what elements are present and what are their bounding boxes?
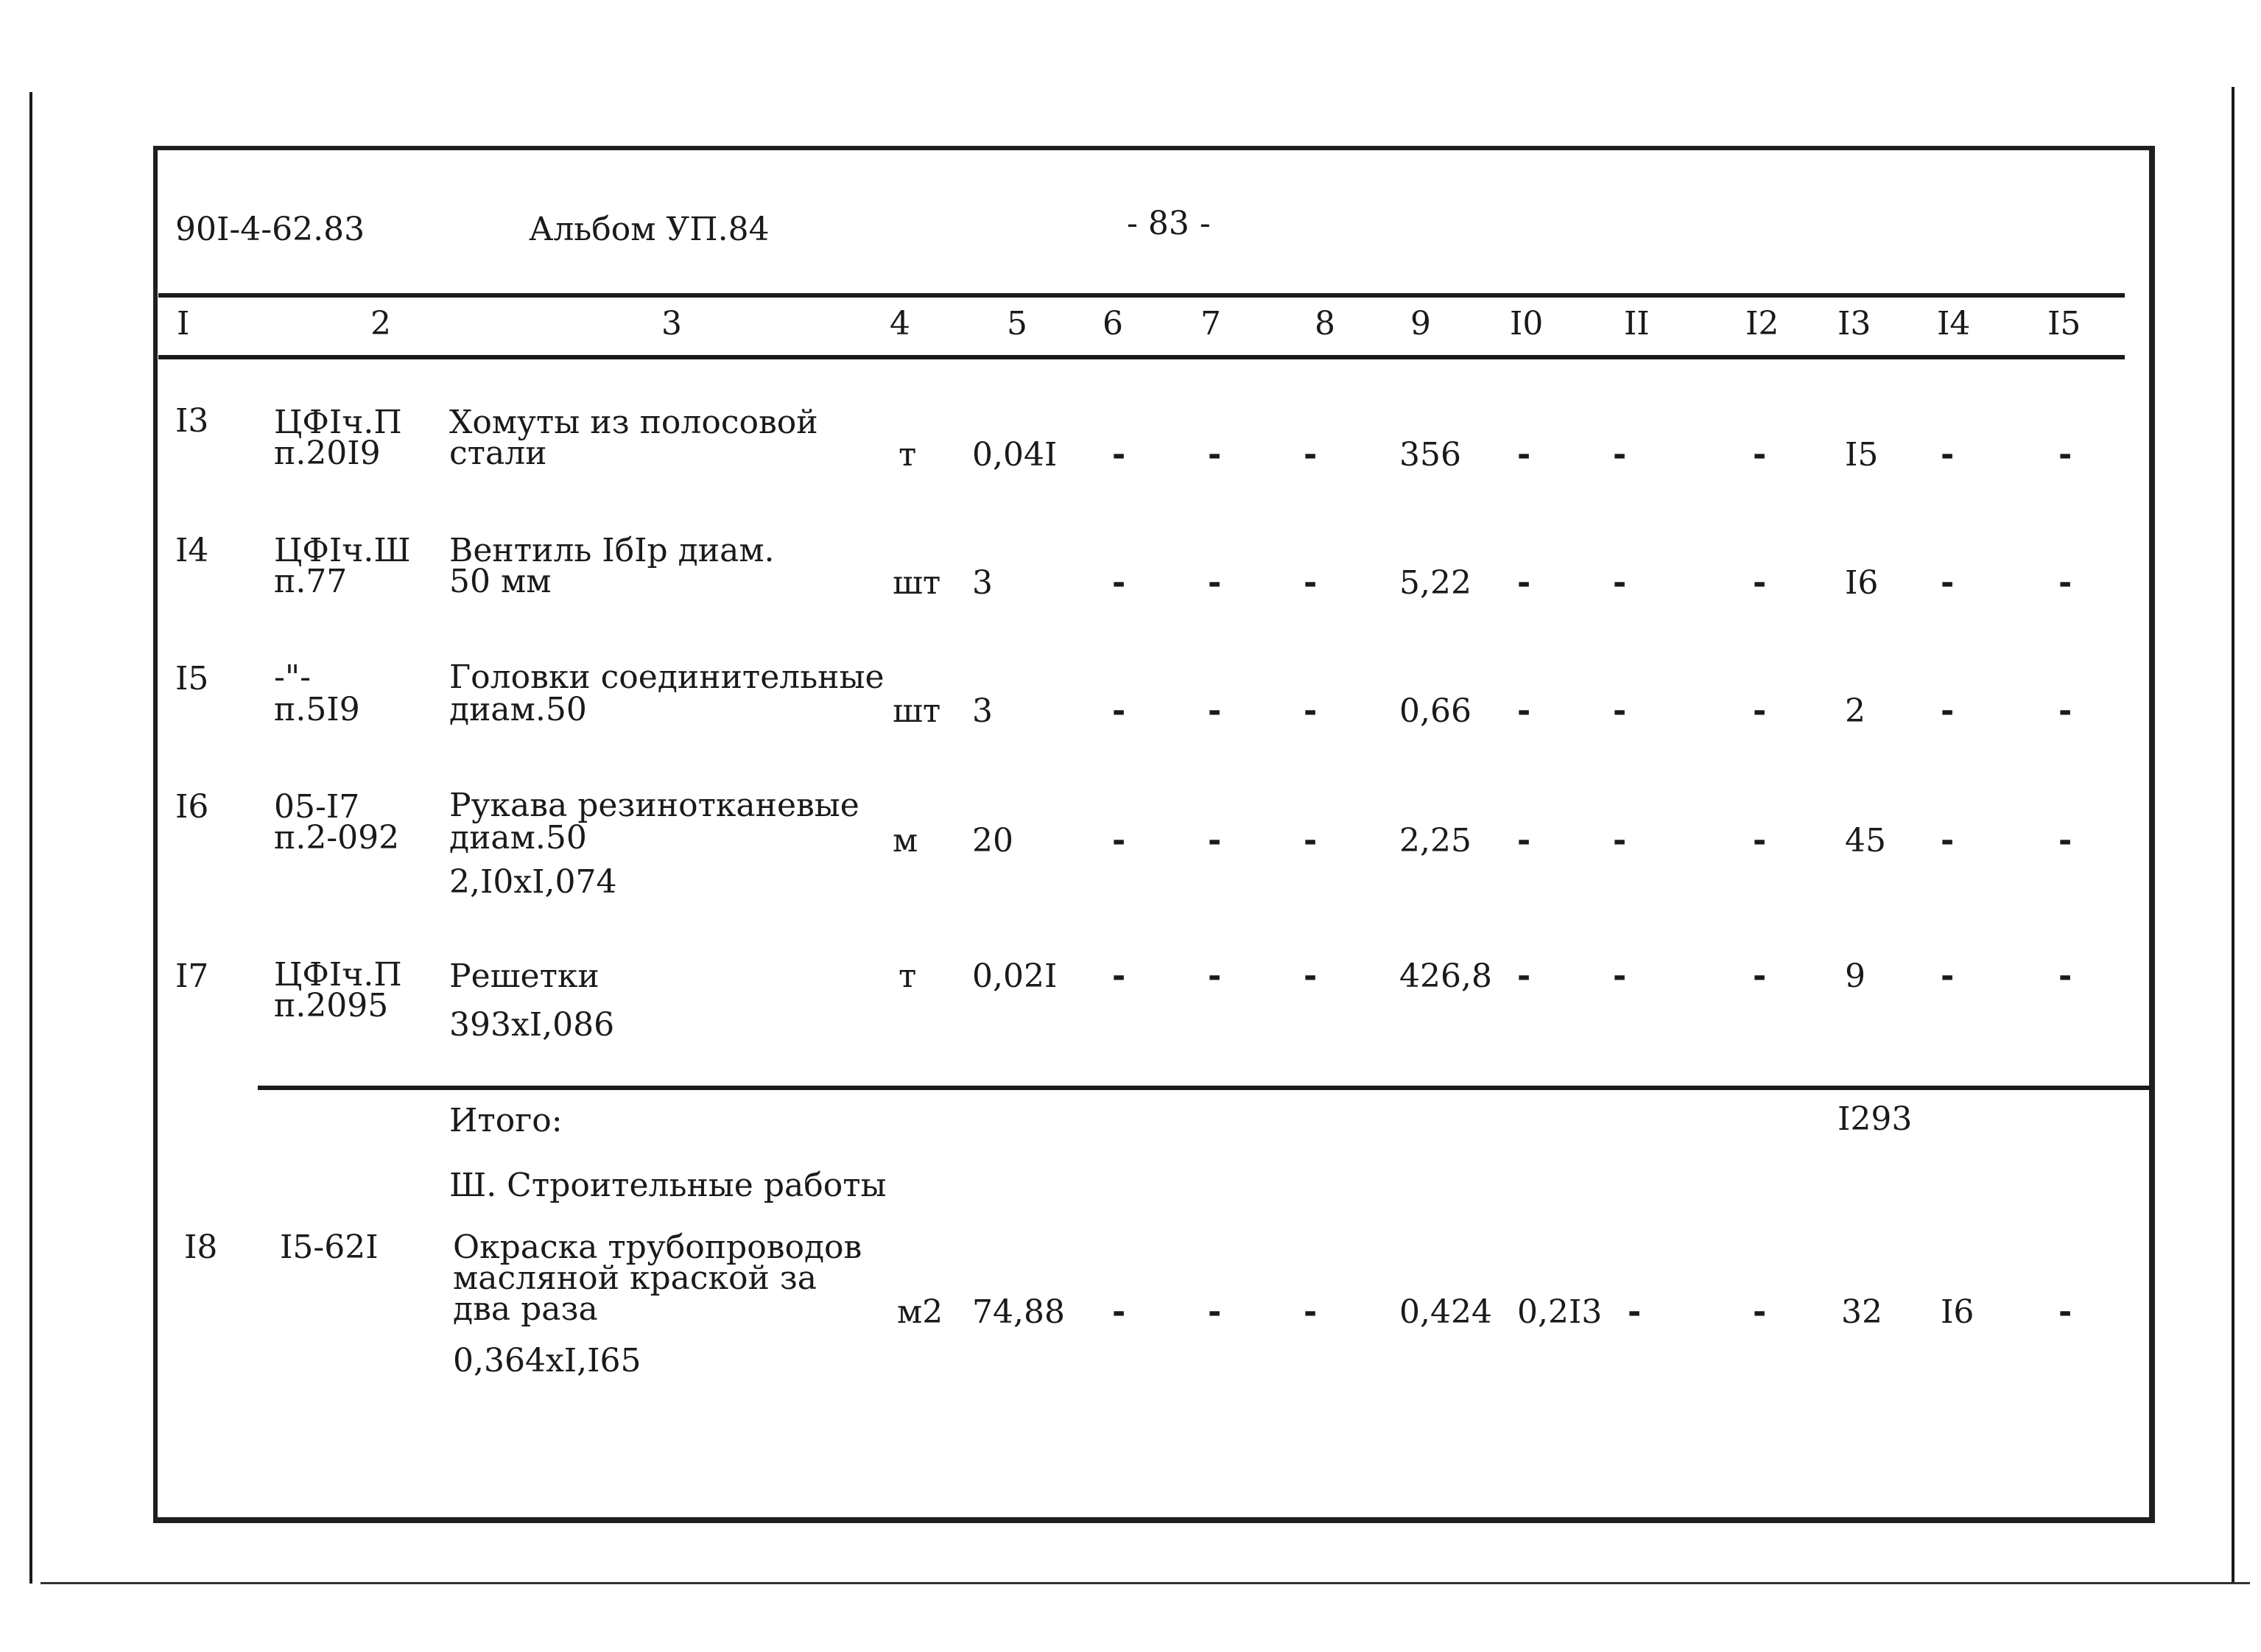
- row-cell: -: [1304, 957, 1318, 995]
- row-cell: -: [1753, 957, 1767, 995]
- column-header: II: [1624, 305, 1650, 342]
- row-cell: 0,66: [1399, 692, 1471, 730]
- row-cell: -: [1941, 692, 1955, 730]
- row-cell: -: [1208, 692, 1222, 730]
- row-cell: -: [1613, 957, 1627, 995]
- row-reference: п.77: [274, 563, 348, 600]
- row-cell: 9: [1845, 957, 1866, 995]
- row-cell: -: [1613, 564, 1627, 602]
- row-unit: т: [899, 436, 917, 474]
- row-cell: -: [1517, 564, 1531, 602]
- row-cell: -: [2058, 436, 2072, 474]
- row-cell: -: [1304, 692, 1318, 730]
- column-header: 4: [890, 305, 910, 342]
- row-cell: I5: [1845, 436, 1879, 474]
- row-cell: -: [1304, 436, 1318, 474]
- row-cell: -: [1208, 1293, 1222, 1331]
- row-quantity: 3: [972, 692, 993, 730]
- row-quantity: 0,04I: [972, 436, 1058, 474]
- row-cell: -: [1941, 822, 1955, 860]
- document-code: 90I-4-62.83: [175, 211, 365, 248]
- row-cell: 2: [1845, 692, 1866, 730]
- left-margin-line: [29, 92, 32, 1584]
- row-cell: -: [1941, 436, 1955, 474]
- row-cell: -: [1304, 564, 1318, 602]
- row-cell: -: [1613, 692, 1627, 730]
- row-note: 2,I0xI,074: [449, 863, 617, 901]
- row-cell: -: [1304, 822, 1318, 860]
- row-cell: I6: [1941, 1293, 1975, 1331]
- row-cell: 5,22: [1399, 564, 1471, 602]
- row-reference: ЦФIч.Ш: [274, 532, 411, 569]
- row-name: Головки соединительные: [449, 658, 885, 696]
- row-quantity: 3: [972, 564, 993, 602]
- row-number: I7: [175, 957, 209, 995]
- row-cell: 356: [1399, 436, 1461, 474]
- row-cell: 426,8: [1399, 957, 1492, 995]
- row-number: I5: [175, 660, 209, 697]
- section-heading: Ш. Строительные работы: [449, 1167, 887, 1204]
- row-unit: шт: [893, 564, 941, 602]
- column-header: I4: [1937, 305, 1971, 342]
- row-reference: п.5I9: [274, 691, 360, 728]
- row-cell: -: [1208, 564, 1222, 602]
- row-cell: -: [1112, 1293, 1126, 1331]
- column-header: I: [177, 305, 190, 342]
- row-reference: -"-: [274, 658, 311, 696]
- row-name: масляной краской за: [453, 1259, 817, 1297]
- row-cell: -: [1208, 957, 1222, 995]
- row-name: Окраска трубопроводов: [453, 1229, 862, 1266]
- page-number: - 83 -: [1127, 205, 1211, 242]
- row-unit: т: [899, 957, 917, 995]
- row-cell: -: [2058, 692, 2072, 730]
- row-cell: -: [1517, 692, 1531, 730]
- row-reference: I5-62I: [280, 1229, 379, 1266]
- row-cell: -: [1208, 436, 1222, 474]
- column-header: 7: [1200, 305, 1221, 342]
- row-cell: -: [1112, 822, 1126, 860]
- column-header: I2: [1745, 305, 1779, 342]
- column-header: I3: [1838, 305, 1871, 342]
- row-cell: 45: [1845, 822, 1886, 860]
- column-header: I0: [1510, 305, 1544, 342]
- row-cell: 2,25: [1399, 822, 1471, 860]
- row-cell: -: [1517, 822, 1531, 860]
- row-cell: -: [1753, 564, 1767, 602]
- row-cell: -: [1613, 436, 1627, 474]
- row-cell: -: [1304, 1293, 1318, 1331]
- row-number: I4: [175, 532, 209, 569]
- row-cell: I6: [1845, 564, 1879, 602]
- row-note: 0,364xI,I65: [453, 1342, 641, 1379]
- row-cell: -: [1517, 436, 1531, 474]
- column-header: 3: [661, 305, 682, 342]
- row-name: диам.50: [449, 691, 587, 728]
- header-top-rule: [158, 293, 2125, 298]
- row-cell: -: [2058, 822, 2072, 860]
- row-cell: -: [1941, 564, 1955, 602]
- row-name: Рукава резинотканевые: [449, 787, 859, 824]
- row-unit: м: [893, 822, 918, 860]
- row-cell: -: [1112, 436, 1126, 474]
- column-header: 6: [1103, 305, 1123, 342]
- row-reference: п.2095: [274, 987, 389, 1024]
- row-reference: п.20I9: [274, 435, 381, 472]
- row-cell: -: [1208, 822, 1222, 860]
- row-reference: 05-I7: [274, 788, 360, 826]
- row-cell: -: [1112, 957, 1126, 995]
- total-label: Итого:: [449, 1102, 563, 1139]
- row-reference: ЦФIч.П: [274, 956, 402, 994]
- row-cell: -: [1112, 564, 1126, 602]
- row-cell: -: [2058, 564, 2072, 602]
- row-cell: -: [1112, 692, 1126, 730]
- row-name: Хомуты из полосовой: [449, 404, 818, 441]
- header-bottom-rule: [158, 355, 2125, 359]
- album-label: Альбом УП.84: [529, 211, 770, 248]
- row-number: I6: [175, 788, 209, 826]
- right-margin-line: [2232, 87, 2234, 1582]
- row-name: 50 мм: [449, 563, 552, 600]
- row-quantity: 0,02I: [972, 957, 1058, 995]
- row-cell: -: [1517, 957, 1531, 995]
- row-reference: ЦФIч.П: [274, 404, 402, 441]
- row-name: Вентиль IбIр диам.: [449, 532, 775, 569]
- row-cell: -: [2058, 1293, 2072, 1331]
- column-header: 5: [1007, 305, 1027, 342]
- totals-rule: [258, 1086, 2151, 1090]
- column-header: 8: [1315, 305, 1335, 342]
- row-quantity: 74,88: [972, 1293, 1065, 1331]
- row-cell: 0,2I3: [1517, 1293, 1603, 1331]
- row-cell: -: [1628, 1293, 1642, 1331]
- row-cell: -: [1753, 436, 1767, 474]
- row-number: I3: [175, 402, 209, 440]
- row-unit: шт: [893, 692, 941, 730]
- row-quantity: 20: [972, 822, 1013, 860]
- row-cell: -: [2058, 957, 2072, 995]
- column-header: 2: [370, 305, 391, 342]
- row-cell: -: [1753, 692, 1767, 730]
- row-name: два раза: [453, 1290, 598, 1328]
- row-number: I8: [184, 1229, 218, 1266]
- row-unit: м2: [897, 1293, 943, 1331]
- row-name: Решетки: [449, 957, 599, 995]
- bottom-margin-line: [41, 1582, 2250, 1584]
- row-reference: п.2-092: [274, 819, 400, 857]
- row-cell: -: [1941, 957, 1955, 995]
- row-cell: -: [1753, 1293, 1767, 1331]
- row-cell: 0,424: [1399, 1293, 1492, 1331]
- row-note: 393xI,086: [449, 1006, 615, 1044]
- column-header: I5: [2047, 305, 2081, 342]
- row-cell: -: [1613, 822, 1627, 860]
- row-cell: -: [1753, 822, 1767, 860]
- column-header: 9: [1410, 305, 1431, 342]
- row-cell: 32: [1841, 1293, 1882, 1331]
- total-value: I293: [1838, 1100, 1913, 1138]
- row-name: стали: [449, 435, 547, 472]
- row-name: диам.50: [449, 819, 587, 857]
